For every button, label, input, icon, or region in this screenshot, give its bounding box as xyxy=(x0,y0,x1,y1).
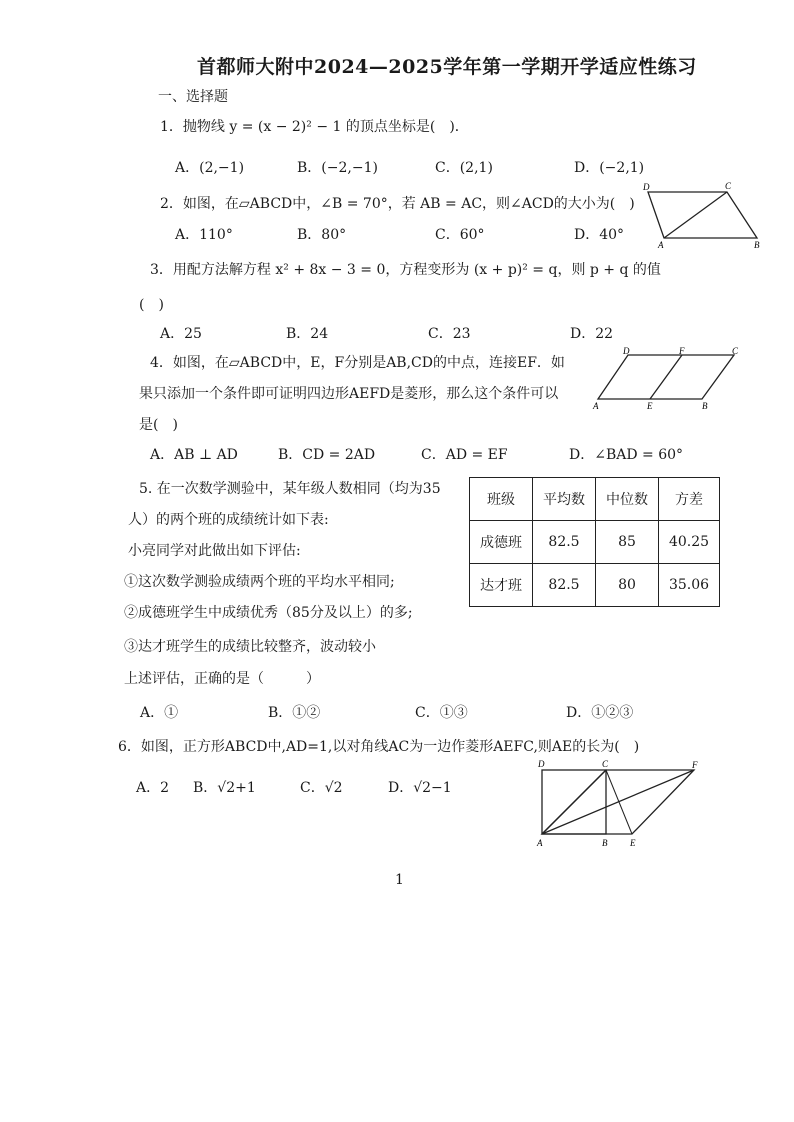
q6-diagonal-ac xyxy=(542,770,606,834)
q3-option-b: B．24 xyxy=(286,326,329,342)
q5-option-c: C．①③ xyxy=(415,705,468,721)
q4-segment-ef xyxy=(650,355,682,399)
table-cell: 成德班 xyxy=(470,521,533,564)
q5-text-line3: 小亮同学对此做出如下评估: xyxy=(128,543,301,559)
q4-option-b: B．CD = 2AD xyxy=(278,447,376,463)
q2-label-a: A xyxy=(658,240,664,250)
q4-text-line3: 是( ) xyxy=(139,417,178,433)
q4-label-b: B xyxy=(702,401,708,411)
table-cell: 85 xyxy=(596,521,659,564)
q6-label-c: C xyxy=(602,759,609,769)
q6-option-b: B．√2+1 xyxy=(193,780,256,796)
q2-label-c: C xyxy=(725,181,732,191)
q4-label-d: D xyxy=(623,346,630,356)
q5-stats-table xyxy=(469,477,720,607)
q6-label-b: B xyxy=(602,838,608,848)
q3-option-d: D．22 xyxy=(570,326,614,342)
q3-option-c: C．23 xyxy=(428,326,471,342)
table-header-cell: 方差 xyxy=(659,478,720,521)
q5-text-line2: 人）的两个班的成绩统计如下表: xyxy=(128,512,329,528)
section-heading: 一、选择题 xyxy=(158,89,228,105)
q5-text-line1: 5. 在一次数学测验中，某年级人数相同（均为35 xyxy=(139,481,441,497)
table-header-cell: 班级 xyxy=(470,478,533,521)
table-cell: 达才班 xyxy=(470,564,533,607)
q1-option-b: B．(−2,−1) xyxy=(297,160,378,176)
q6-diagonal-af xyxy=(542,770,694,834)
table-header-cell: 平均数 xyxy=(533,478,596,521)
q2-option-b: B．80° xyxy=(297,227,347,243)
table-cell: 80 xyxy=(596,564,659,607)
q2-label-b: B xyxy=(754,240,760,250)
q6-label-a: A xyxy=(537,838,543,848)
q4-parallelogram-figure xyxy=(590,346,750,412)
q4-option-d: D．∠BAD = 60° xyxy=(569,447,684,463)
q4-label-e: E xyxy=(647,401,653,411)
q4-text-line1: 4．如图，在▱ABCD中，E，F分别是AB,CD的中点，连接EF．如 xyxy=(150,355,565,371)
q5-option-d: D．①②③ xyxy=(566,705,634,721)
q6-option-c: C．√2 xyxy=(300,780,343,796)
q3-text: 3．用配方法解方程 x² + 8x − 3 = 0，方程变形为 (x + p)² = q，则 p + q 的值 xyxy=(150,262,661,278)
q1-option-d: D．(−2,1) xyxy=(574,160,645,176)
table-header-cell: 中位数 xyxy=(596,478,659,521)
q2-label-d: D xyxy=(643,182,650,192)
q4-label-f: F xyxy=(679,346,685,356)
q6-label-e: E xyxy=(630,838,636,848)
table-cell: 82.5 xyxy=(533,521,596,564)
q2-parallelogram-figure xyxy=(640,180,770,250)
q5-option-a: A．① xyxy=(140,705,179,721)
page-number: 1 xyxy=(395,872,404,888)
q4-option-c: C．AD = EF xyxy=(421,447,508,463)
q1-option-a: A．(2,−1) xyxy=(175,160,245,176)
q2-option-d: D．40° xyxy=(574,227,625,243)
q6-square-rhombus-figure xyxy=(532,758,712,850)
q2-diagonal-ac xyxy=(664,192,727,238)
q6-label-d: D xyxy=(538,759,545,769)
q6-option-a: A．2 xyxy=(136,780,170,796)
table-row xyxy=(470,521,720,564)
q5-statement-2: ②成德班学生中成绩优秀（85分及以上）的多; xyxy=(124,605,413,621)
q6-text: 6．如图，正方形ABCD中,AD=1,以对角线AC为一边作菱形AEFC,则AE的长为( ) xyxy=(118,739,640,755)
q5-statement-1: ①这次数学测验成绩两个班的平均水平相同; xyxy=(124,574,395,590)
q2-text: 2．如图，在▱ABCD中，∠B = 70°，若 AB = AC，则∠ACD的大小为( ) xyxy=(160,196,635,212)
q2-parallelogram xyxy=(648,192,757,238)
q4-label-c: C xyxy=(732,346,739,356)
table-cell: 35.06 xyxy=(659,564,720,607)
q1-text: 1．抛物线 y = (x − 2)² − 1 的顶点坐标是( )． xyxy=(160,119,469,135)
q2-option-a: A．110° xyxy=(175,227,233,243)
q3-option-a: A．25 xyxy=(160,326,202,342)
q5-statement-3: ③达才班学生的成绩比较整齐，波动较小 xyxy=(124,639,376,655)
table-row xyxy=(470,564,720,607)
q5-option-b: B．①② xyxy=(268,705,321,721)
q6-segment-ce xyxy=(606,770,632,834)
q3-blank: ( ) xyxy=(139,297,164,313)
table-cell: 82.5 xyxy=(533,564,596,607)
q4-option-a: A．AB ⊥ AD xyxy=(150,447,238,463)
q6-label-f: F xyxy=(692,760,698,770)
table-header-row xyxy=(470,478,720,521)
q4-label-a: A xyxy=(593,401,599,411)
table-cell: 40.25 xyxy=(659,521,720,564)
q6-option-d: D．√2−1 xyxy=(388,780,452,796)
q4-text-line2: 果只添加一个条件即可证明四边形AEFD是菱形，那么这个条件可以 xyxy=(139,386,559,402)
q1-option-c: C．(2,1) xyxy=(435,160,493,176)
q5-question: 上述评估，正确的是（ ） xyxy=(124,671,320,687)
q2-option-c: C．60° xyxy=(435,227,485,243)
page-title: 首都师大附中2024—2025学年第一学期开学适应性练习 xyxy=(197,56,697,78)
